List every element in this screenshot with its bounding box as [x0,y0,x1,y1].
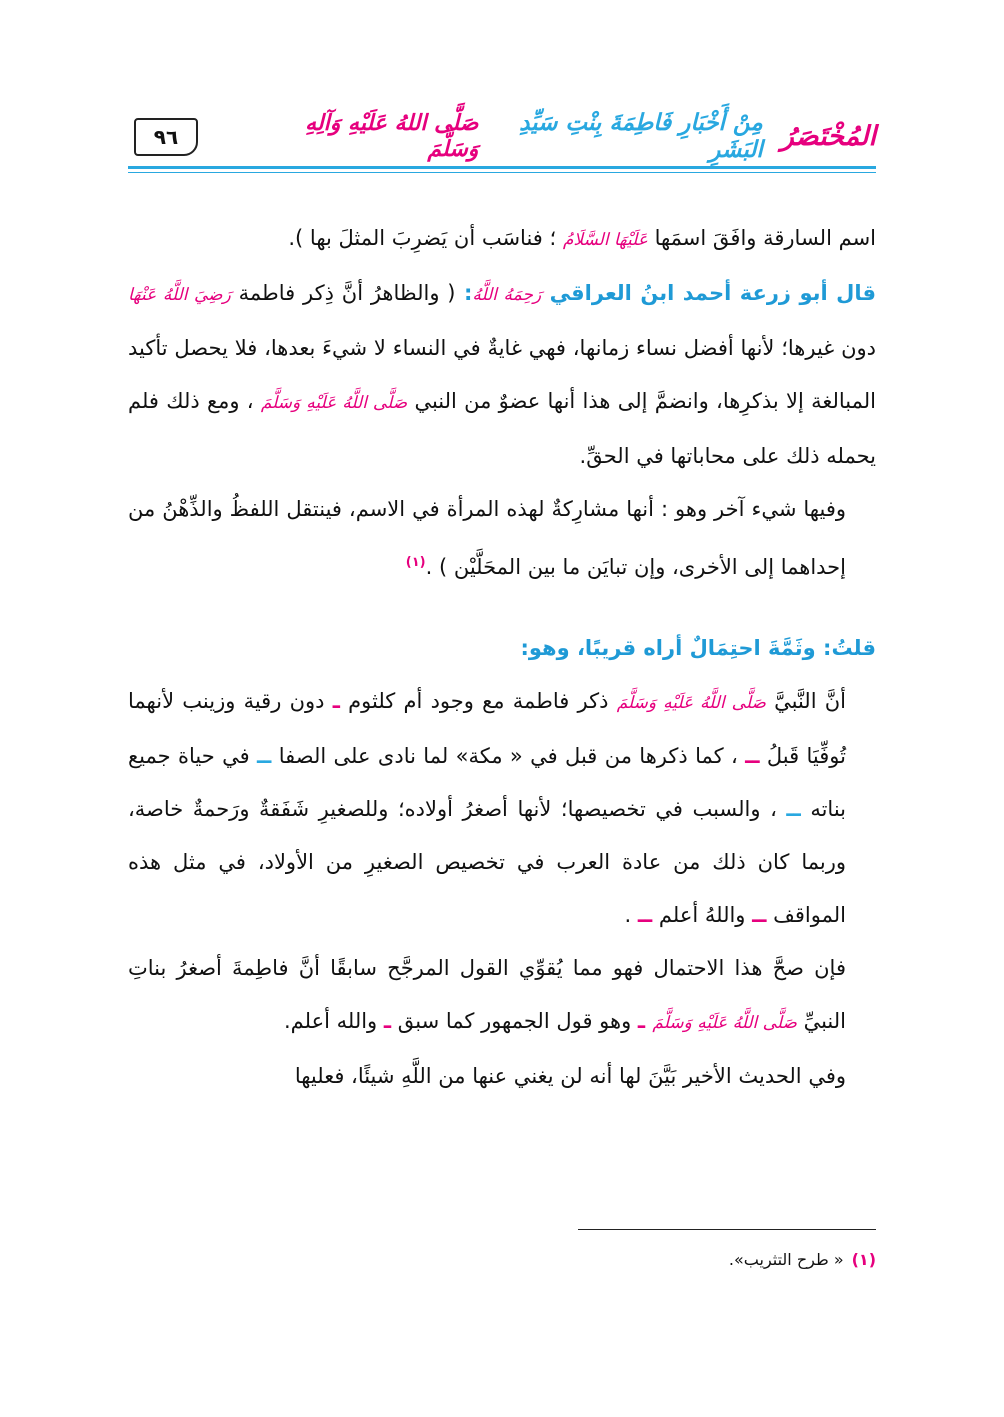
text-run: في حياة جميع بناته [128,744,847,821]
honorific: عَلَيْهَا السَّلَامُ [562,230,648,250]
dash: ـ [332,689,340,713]
dash: ـ [383,1009,392,1033]
header-rule-thick [128,166,876,169]
text-run: اسم السارقة وافَقَ اسمَها [647,226,876,250]
text-run: وهو قول الجمهور كما سبق [391,1009,638,1033]
page-body [128,212,876,1103]
dash: ــ [786,797,801,821]
text-run: ( والظاهرُ أنَّ ذِكر فاطمة [230,281,456,305]
honorific: صَلَّى اللَّهُ عَلَيْهِ وَسَلَّمَ [652,1013,797,1033]
text-run: فإن صحَّ هذا الاحتمال فهو مما يُقوِّي القول المرجَّح سابقًا أنَّ فاطِمةَ أصغرُ بناتِ النبيِّ [128,956,846,1033]
paragraph-1 [128,212,876,267]
book-title [276,109,876,163]
text-run: ، والسبب في تخصيصها؛ لأنها أصغرُ أولاده؛ وللصغيرِ شَفَقةٌ ورَحمةٌ خاصة، وربما كان ذلك من عادة العرب في تخصيص الصغيرِ من الأولاد، في مثل هذه المواقف [128,797,846,927]
honorific: رَضِيَ اللَّهُ عَنْهَا [128,285,231,305]
text-run: ؛ فناسَب أن يَضرِبَ المثلَ بها ). [288,226,563,250]
text-run: دون غيرها؛ لأنها أفضل نساء زمانها، فهي غايةٌ في النساء لا شيءَ بعدها، فلا يحصل تأكيد المبالغة إلا بذكرِها، وانضمَّ إلى هذا أنها عضوٌ من النبي [128,336,876,413]
book-title-row [276,109,876,163]
quote-attribution: قال أبو زرعة أحمد ابنُ العراقي [541,281,877,305]
dash: ـ [637,1009,653,1033]
honorific: صَلَّى اللَّهُ عَلَيْهِ وَسَلَّمَ [260,393,408,413]
text-run: والله أعلم. [283,1009,384,1033]
dash: ــ [752,903,767,927]
footnote [600,1250,876,1269]
paragraph-7 [128,1050,876,1103]
dash: ــ [637,903,653,927]
text-run: ، ومع ذلك فلم يحمله ذلك على محاباتها في الحقِّ. [128,389,876,468]
text-run: وفي الحديث الأخير بَيَّنَ لها أنه لن يغني عنها من اللَّهِ شيئًا، فعليها [294,1064,846,1088]
dash: ــ [257,744,272,768]
paragraph-5 [128,675,876,942]
footnote-ref[interactable]: (١) [405,555,426,570]
text-run: أنَّ النَّبيَّ [765,689,847,713]
footnote-divider [578,1229,876,1230]
book-title-subtitle: مِنْ أَخْبَارِ فَاطِمَةَ بِنْتِ سَيِّدِ البَشَرِ [519,109,763,163]
paragraph-4 [128,622,876,675]
text-run: ذكر فاطمة مع وجود أم كلثوم [339,689,617,713]
text-run: . [624,903,638,927]
text-run: وفيها شيء آخر وهو : أنها مشارِكةٌ لهذه المرأة في الاسم، فينتقل اللفظُ والذِّهْنُ من إحداهما إلى الأخرى، وإن تبايَن ما بين المحَلَّيْن ) . [128,497,846,579]
dash: ــ [745,744,760,768]
paragraph-6 [128,942,876,1050]
book-title-main: المُخْتَصَرُ [780,120,876,152]
paragraph-3 [128,483,876,594]
text-run: دون رقية وزينب لأنهما تُوفِّيَا قَبلُ [128,689,846,768]
page-header [128,108,876,170]
page-number: ٩٦ [134,118,198,156]
footnote-number: (١) [851,1250,876,1269]
honorific: رَحِمَهُ اللَّهُ [472,285,542,305]
footnote-text: « طرح التثريب». [728,1250,844,1269]
honorific: صَلَّى اللَّهُ عَلَيْهِ وَسَلَّمَ [616,693,766,713]
paragraph-2 [128,267,876,483]
attribution-colon: : [455,281,473,305]
header-rule-thin [128,172,876,173]
section-heading: قلتُ: وثَمَّةَ احتِمَالٌ أراه قريبًا، وهو: [520,636,876,660]
book-title-salutation: صَلَّى اللهُ عَلَيْهِ وَآلِهِ وَسَلَّمَ [305,110,479,162]
text-run: ، كما ذكرها من قبل في « مكة» لما نادى على الصفا [271,744,746,768]
text-run: واللهُ أعلم [652,903,753,927]
